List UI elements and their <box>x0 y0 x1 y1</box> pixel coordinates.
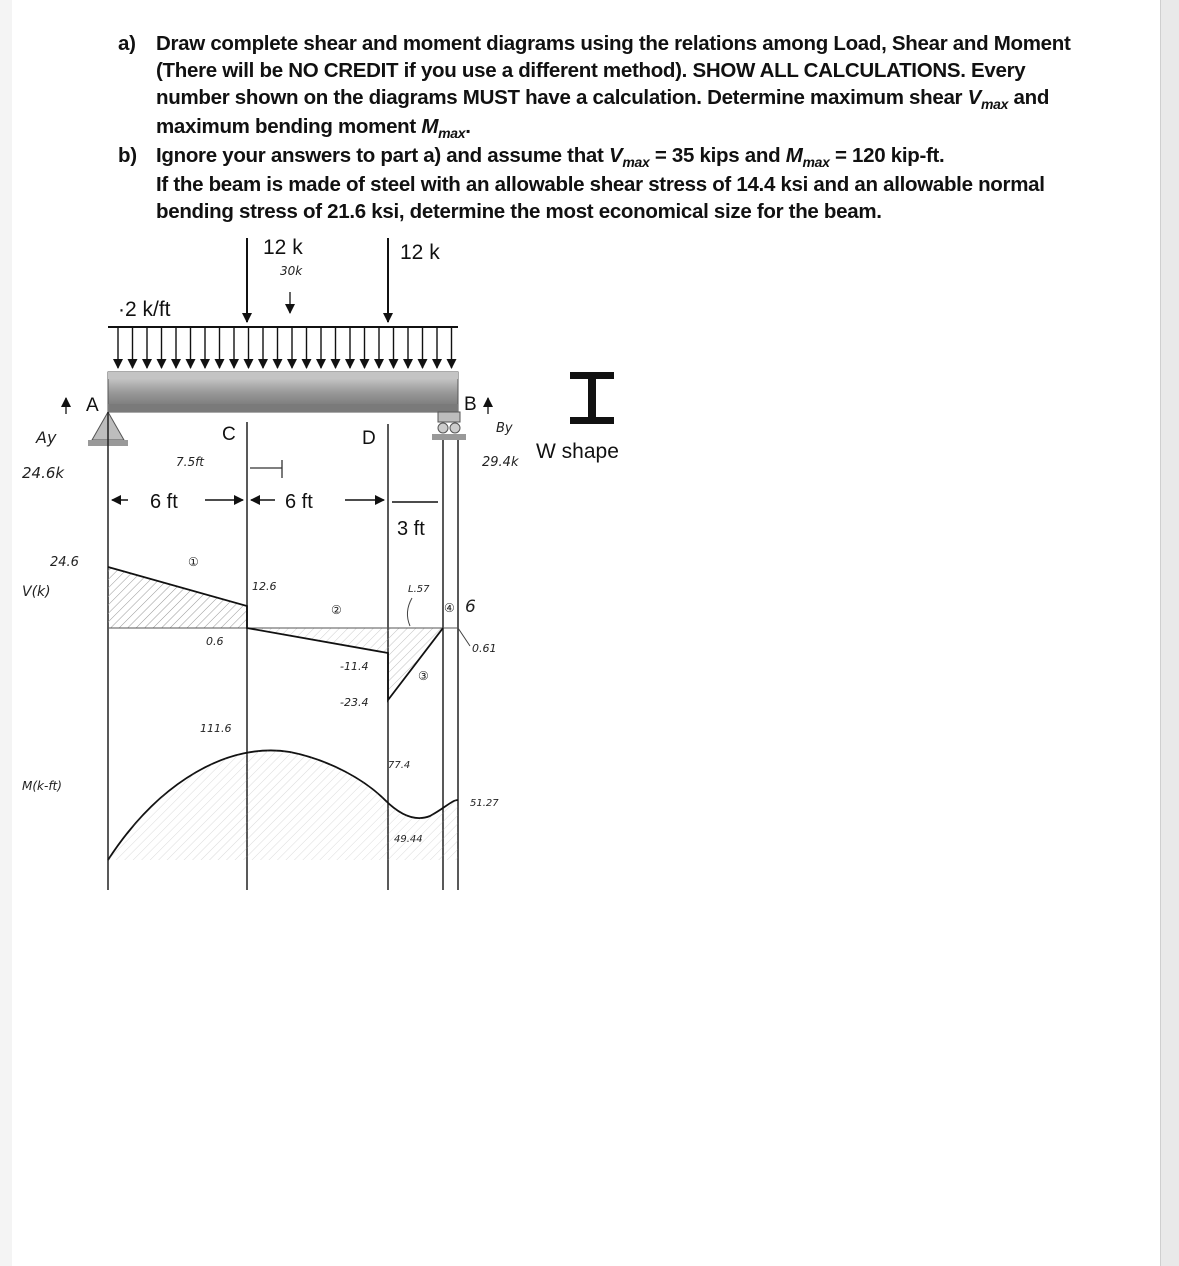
v-end-value: 6 <box>465 597 476 617</box>
v-c-value: 12.6 <box>252 580 277 593</box>
part-a-line-4: maximum bending moment $M_{max}$. <box>156 115 471 141</box>
zero-shear-mark <box>250 460 282 478</box>
shear-area-4-label: ④ <box>444 601 455 615</box>
m-axis-label: M(k-ft) <box>22 779 62 793</box>
part-b-label: b) <box>118 144 137 167</box>
v-c-left-value: 0.6 <box>206 635 224 648</box>
load-c-label: 12 k <box>263 236 303 259</box>
part-a-line-3: number shown on the diagrams MUST have a calculation. Determine maximum shear $V_{max}$ and <box>156 86 1050 112</box>
shear-area-1-label: ① <box>188 555 199 569</box>
point-c-label: C <box>222 424 236 445</box>
shear-area-3-label: ③ <box>418 669 429 683</box>
shear-area-2-label: ② <box>331 603 342 617</box>
load-d-label: 12 k <box>400 241 440 264</box>
beam-bottom-flange <box>108 404 458 412</box>
v-d-value: -11.4 <box>340 660 369 673</box>
ay-value: 24.6k <box>22 464 65 482</box>
dim-1-label: 6 ft <box>150 491 178 513</box>
part-b-line-3: bending stress of 21.6 ksi, determine the most economical size for the beam. <box>156 200 882 223</box>
part-b-line-1: Ignore your answers to part a) and assume that $V_{max} = 35$ kips and $M_{max} = 120$ kip-ft. <box>156 144 945 170</box>
m-d-value: 77.4 <box>388 760 411 771</box>
v-d-note: L.57 <box>408 584 430 595</box>
v-end-low-value: 0.61 <box>472 642 497 655</box>
m-end-value: 51.27 <box>470 798 499 809</box>
distributed-load-label: ·2 k/ft <box>118 298 171 321</box>
by-value: 29.4k <box>482 455 519 470</box>
dim-2-label: 6 ft <box>285 491 313 513</box>
w-shape-icon <box>570 372 614 424</box>
support-b-base <box>432 434 466 440</box>
point-a-label: A <box>86 395 99 416</box>
v-end-leader <box>458 628 470 646</box>
ay-label: Ay <box>36 428 57 447</box>
v-d-note-bracket <box>407 598 412 626</box>
v-axis-label: V(k) <box>22 584 51 600</box>
part-a-line-1: Draw complete shear and moment diagrams using the relations among Load, Shear and Moment <box>156 32 1071 55</box>
m-min-value: 49.44 <box>394 834 423 845</box>
part-a-label: a) <box>118 32 136 55</box>
w-shape-label: W shape <box>536 440 619 463</box>
resultant-note: 30k <box>280 264 303 278</box>
by-label: By <box>496 421 513 436</box>
point-d-label: D <box>362 428 376 449</box>
part-a-line-2: (There will be NO CREDIT if you use a different method). SHOW ALL CALCULATIONS. Every <box>156 59 1026 82</box>
zero-shear-location: 7.5ft <box>176 455 205 469</box>
beam-top-flange <box>108 372 458 379</box>
roller-2 <box>450 423 460 433</box>
roller-1 <box>438 423 448 433</box>
point-b-label: B <box>464 394 477 415</box>
v-d-low-value: -23.4 <box>340 696 369 709</box>
dim-3-label: 3 ft <box>397 518 425 540</box>
roller-support-b <box>438 412 460 422</box>
shear-area-1 <box>108 567 247 628</box>
m-max-value: 111.6 <box>200 722 232 735</box>
distributed-load-arrows <box>118 327 452 368</box>
part-b-line-2: If the beam is made of steel with an allowable shear stress of 14.4 ksi and an allowable normal <box>156 173 1045 196</box>
v-start-value: 24.6 <box>50 555 79 570</box>
